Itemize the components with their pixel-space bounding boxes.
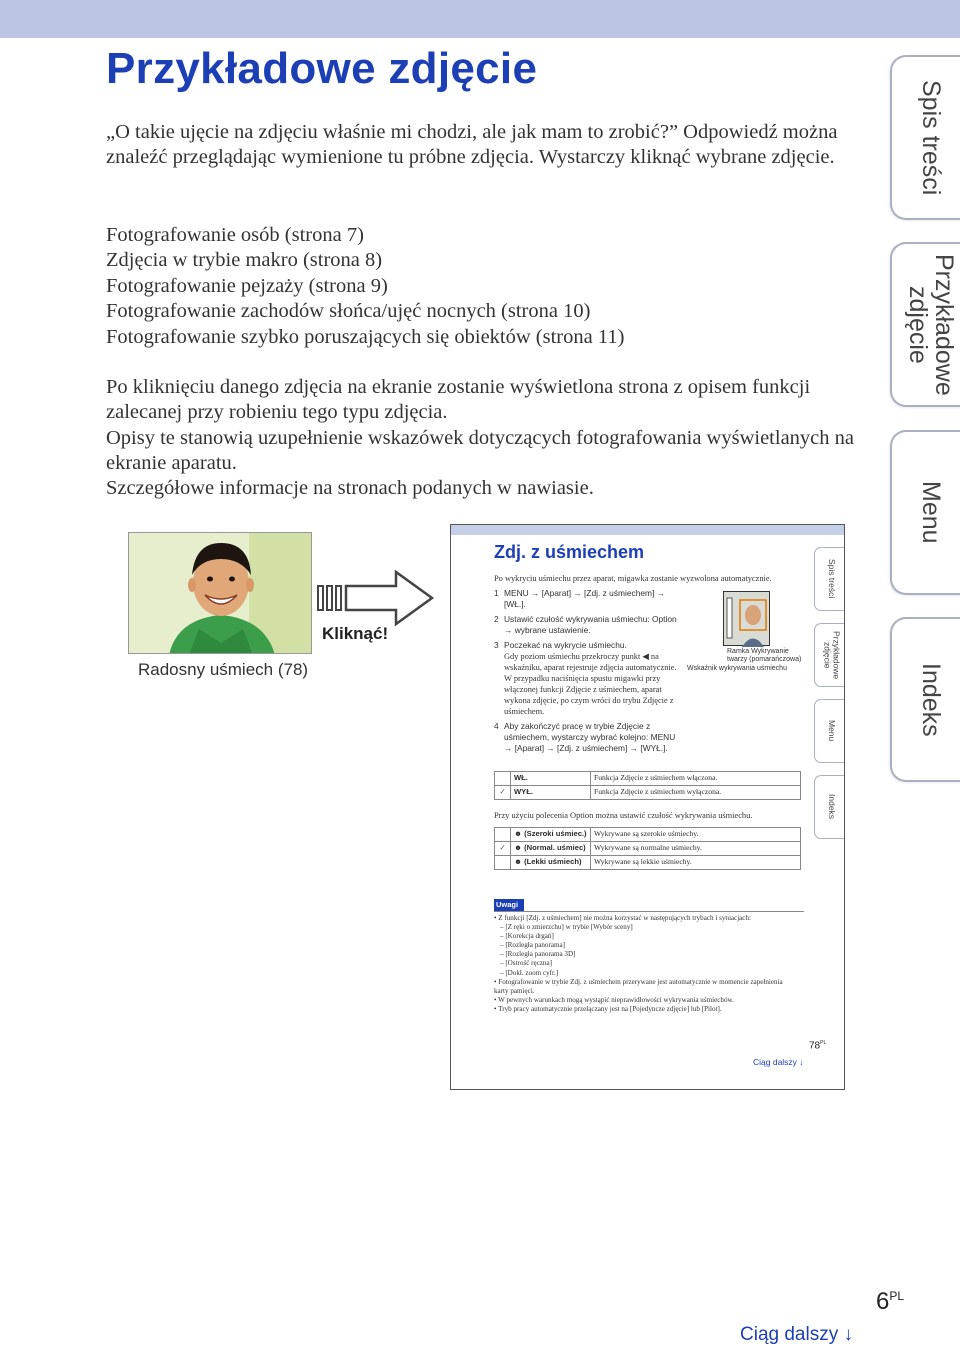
side-tab-sample-photo[interactable] [890, 242, 960, 407]
preview-onoff-table [494, 771, 801, 800]
preview-step: 2 Ustawić czułość wykrywania uśmiechu: Option → wybrane ustawienie. [494, 614, 677, 635]
topic-link-macro[interactable]: Zdjęcia w trybie makro (strona 8) [106, 249, 383, 272]
side-tab-label: Indeks [917, 662, 945, 737]
preview-tab-menu: Menu [814, 699, 845, 763]
side-tab-contents[interactable] [890, 55, 960, 220]
preview-step: 1 MENU → [Aparat] → [Zdj. z uśmiechem] → [WŁ.]. [494, 588, 666, 609]
preview-callout-frame: Ramka Wykrywanie twarzy (pomarańczowa) [727, 648, 802, 663]
intro-paragraph: „O takie ujęcie na zdjęciu właśnie mi chodzi, ale jak mam to zrobić?” Odpowiedź można znaleźć przeglądając wymienione tu próbne zdjęcia. Wystarczy kliknąć wybrane zdjęcie. [106, 121, 838, 169]
camera-screen-illustration [724, 592, 771, 647]
preview-note-line: – [Dokł. zoom cyfr.] [500, 968, 559, 977]
preview-option-note: Przy użyciu polecenia Option można ustawić czułość wykrywania uśmiechu. [494, 811, 753, 820]
preview-tab-index: Indeks [814, 775, 845, 839]
preview-note-line: – [Ostrość ręczna] [500, 959, 552, 968]
description-line: Opisy te stanowią uzupełnienie wskazówek dotyczących fotografowania wyświetlanych na ekranie aparatu. [106, 426, 854, 474]
page-number: $6^{PL}$ [876, 1288, 905, 1315]
preview-title: Zdj. z uśmiechem [494, 542, 645, 562]
table-row: ☻ (Szeroki uśmiec.) Wykrywane są szerokie uśmiechy. [495, 828, 801, 842]
preview-note-line: – [Rozległa panorama] [500, 941, 565, 950]
preview-note-line: • Fotografowanie w trybie Zdj. z uśmiechem przerywane jest automatycznie w momencie zapełnienia karty pamięci. [494, 977, 783, 995]
preview-note-line: – [Z ręki o zmierzchu] w trybie [Wybór sceny] [500, 923, 633, 932]
preview-color-band [451, 525, 844, 535]
table-row: WŁ. Funkcja Zdjęcie z uśmiechem włączona. [495, 772, 801, 786]
preview-page-number: $78^{PL}$ [809, 1040, 827, 1052]
example-photo-caption: Radosny uśmiech (78) [138, 660, 309, 679]
table-row: ✓ ☻ (Normal. uśmiec) Wykrywane są normalne uśmiechy. [495, 842, 801, 856]
description-block [106, 375, 866, 501]
topic-link-landscape[interactable]: Fotografowanie pejzaży (strona 9) [106, 274, 388, 297]
topic-link-people[interactable]: Fotografowanie osób (strona 7) [106, 224, 364, 246]
top-color-band [0, 0, 960, 38]
boy-photo-illustration [129, 533, 312, 654]
table-row: ☻ (Lekki uśmiech) Wykrywane są lekkie uśmiechy. [495, 856, 801, 870]
click-label: Kliknąć! [322, 624, 389, 643]
page-title: Przykładowe zdjęcie [106, 44, 538, 93]
preview-note-line: • Tryb pracy automatycznie przełączany jest na [Pojedyncze zdjęcie] lub [Pilot]. [494, 1004, 722, 1013]
preview-tab-contents: Spis treści [814, 547, 845, 611]
topic-link-sunset-night[interactable]: Fotografowanie zachodów słońca/ujęć nocnych (strona 10) [106, 300, 591, 323]
preview-continue-link: Ciąg dalszy ↓ [753, 1057, 804, 1067]
preview-note-line: – [Korekcja drgań] [500, 932, 554, 941]
preview-tab-sample-photo: Przykładowe zdjęcie [814, 623, 845, 687]
preview-step: 3 Poczekać na wykrycie uśmiechu. [494, 640, 627, 650]
description-line: Po kliknięciu danego zdjęcia na ekranie zostanie wyświetlona strona z opisem funkcji zalecanej przy robieniu tego typu zdjęcia. [106, 376, 811, 424]
preview-sensitivity-table [494, 827, 801, 870]
preview-lead: Po wykryciu uśmiechu przez aparat, migawka zostanie wyzwolona automatycznie. [494, 574, 772, 583]
topic-link-list [106, 223, 866, 350]
preview-note-line: • Z funkcji [Zdj. z uśmiechem] nie można korzystać w następujących trybach i sytuacjach: [494, 914, 751, 922]
example-photo-smiling-boy[interactable] [128, 532, 312, 654]
preview-notes-title: Uwagi [494, 899, 524, 911]
side-tab-index[interactable] [890, 617, 960, 782]
description-line: Szczegółowe informacje na stronach podanych w nawiasie. [106, 477, 594, 500]
preview-step-detail: Gdy poziom uśmiechu przekroczy punkt ◀ na wskaźniku, aparat rejestruje zdjęcia automatycznie. W przypadku naciśnięcia spustu migawki przy włączonej funkcji Zdjęcie z uśmiechem, aparat wykona zdjęcie, po czym wróci do trybu Zdjęcie z uśmiechem. [504, 652, 677, 716]
preview-note-line: • W pewnych warunkach mogą wystąpić nieprawidłowości wykrywania uśmiechów. [494, 995, 734, 1004]
side-tab-label: Spis treści [917, 79, 945, 196]
side-tab-label: Menu [917, 481, 945, 544]
preview-steps [494, 588, 684, 754]
arrow-right-icon [316, 568, 438, 630]
side-tab-label: Przykładowe zdjęcie [904, 253, 958, 396]
preview-callout-indicator: Wskaźnik wykrywania uśmiechu [687, 665, 787, 672]
preview-notes-rule [494, 911, 804, 912]
continue-link[interactable]: Ciąg dalszy ↓ [740, 1324, 853, 1345]
table-row: ✓ WYŁ. Funkcja Zdjęcie z uśmiechem wyłączona. [495, 786, 801, 800]
preview-camera-screen [723, 591, 770, 646]
topic-link-fast-moving[interactable]: Fotografowanie szybko poruszających się obiektów (strona 11) [106, 325, 625, 348]
linked-page-preview[interactable] [450, 524, 845, 1090]
preview-step: 4 Aby zakończyć pracę w trybie Zdjęcie z uśmiechem, wystarczy wybrać kolejno: MENU → [Aparat] → [Zdj. z uśmiechem] → [WYŁ.]. [494, 721, 676, 753]
preview-notes [494, 914, 794, 1014]
preview-note-line: – [Rozległa panorama 3D] [500, 950, 576, 959]
side-tab-menu[interactable] [890, 430, 960, 595]
